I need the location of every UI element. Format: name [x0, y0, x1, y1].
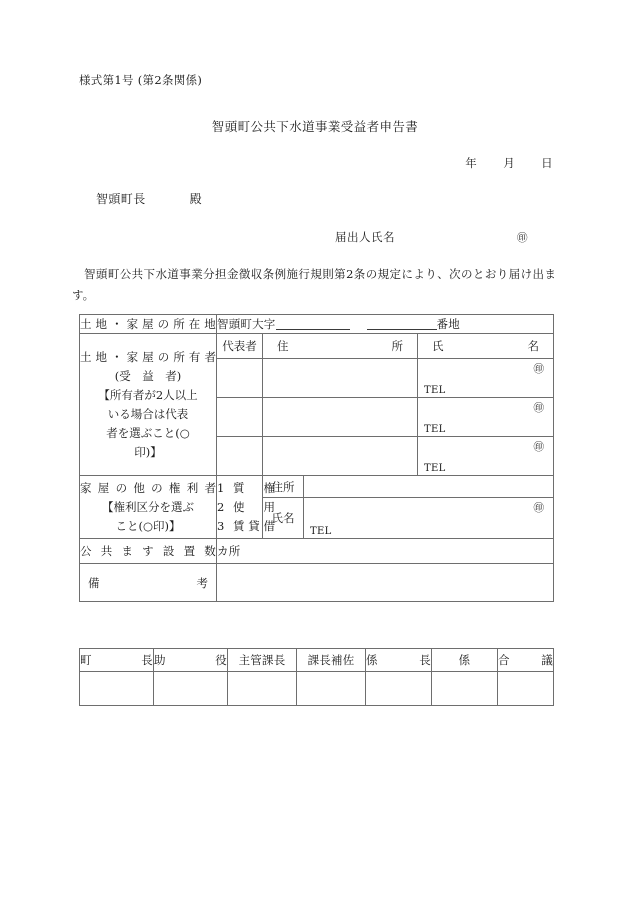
location-prefix: 智頭町大字 [217, 317, 276, 331]
masu-value-cell[interactable] [217, 539, 554, 564]
document-title: 智頭町公共下水道事業受益者申告書 [211, 119, 419, 134]
submitter-line [335, 229, 528, 245]
approval-header-section-chief: 主管課長 [228, 649, 297, 672]
rights-label-cell [80, 476, 217, 539]
owner-header-name-right: 名 [527, 339, 540, 353]
date-month-label: 月 [503, 156, 516, 170]
owner-name-cell-3[interactable] [418, 437, 554, 476]
approval-header-mayor: 町長 [80, 649, 154, 672]
rights-option-3-num: 3 [217, 518, 225, 533]
owner-tel-label-2: TEL [424, 424, 446, 435]
approval-header-consultation: 合議 [498, 649, 554, 672]
owner-header-address-right: 所 [391, 339, 403, 353]
owner-label-line4: いる場合は代表 [107, 406, 189, 421]
rights-label-line1: 家屋の他の権利者 [80, 480, 216, 495]
addressee-honorific: 殿 [189, 192, 203, 206]
owner-tel-label-1: TEL [424, 385, 446, 396]
table-row-remarks [80, 564, 554, 602]
approval-header-group-leader: 係長 [366, 649, 432, 672]
submitter-label: 届出人氏名 [335, 230, 395, 244]
owner-label-line2: (受 益 者) [114, 368, 182, 383]
seal-icon: ㊞ [533, 441, 545, 453]
owner-header-representative: 代表者 [217, 334, 263, 359]
approval-header-deputy: 助役 [154, 649, 228, 672]
addressee-name: 智頭町長 [96, 192, 146, 206]
intro-paragraph: 智頭町公共下水道事業分担金徴収条例施行規則第2条の規定により、次のとおり届け出ます。 [72, 267, 556, 302]
rights-option-3-text: 賃貸借 [233, 518, 275, 533]
rights-option-3[interactable] [217, 517, 275, 536]
seal-icon: ㊞ [533, 402, 545, 414]
table-row-masu [80, 539, 554, 564]
approval-stamp-assistant-chief[interactable] [297, 672, 366, 706]
rights-address-label: 住所 [263, 476, 304, 498]
approval-stamp-deputy[interactable] [154, 672, 228, 706]
remarks-label-left: 備 [88, 575, 100, 590]
approval-stamp-group-leader[interactable] [366, 672, 432, 706]
seal-icon: ㊞ [517, 232, 528, 244]
location-label: 土地・家屋の所在地 [80, 315, 217, 334]
owner-address-2[interactable] [263, 398, 418, 437]
owner-label-line3: 【所有者が2人以上 [98, 387, 198, 402]
owner-header-address [263, 334, 418, 359]
owner-tel-label-3: TEL [424, 463, 446, 474]
owner-address-1[interactable] [263, 359, 418, 398]
addressee-line [96, 190, 202, 207]
owner-label-line1: 土地・家屋の所有者 [80, 349, 216, 364]
location-blank-2[interactable] [367, 317, 437, 330]
approval-stamp-consultation[interactable] [498, 672, 554, 706]
date-day-label: 日 [541, 156, 553, 170]
table-row-approval-header [80, 649, 554, 672]
location-suffix: 番地 [436, 317, 460, 331]
table-row-rights-address [80, 476, 554, 498]
approval-header-staff: 係 [432, 649, 498, 672]
declaration-table [79, 314, 554, 602]
owner-address-3[interactable] [263, 437, 418, 476]
location-blank-1[interactable] [276, 317, 350, 330]
seal-icon: ㊞ [533, 363, 545, 375]
rights-option-2[interactable] [217, 498, 275, 517]
rights-tel-label: TEL [310, 526, 332, 537]
date-line [465, 155, 553, 171]
rights-option-1-num: 1 [217, 480, 225, 495]
approval-stamp-section-chief[interactable] [228, 672, 297, 706]
owner-header-address-left: 住 [277, 339, 289, 353]
table-row-owner-header [80, 334, 554, 359]
masu-unit: カ所 [217, 544, 241, 558]
owner-representative-1[interactable] [217, 359, 263, 398]
location-value-cell[interactable] [217, 315, 554, 334]
owner-label-line5: 者を選ぶこと(○ [106, 425, 190, 440]
rights-address-value[interactable] [304, 476, 554, 498]
date-year-label: 年 [465, 156, 478, 170]
owner-header-name [418, 334, 554, 359]
owner-representative-3[interactable] [217, 437, 263, 476]
approval-header-assistant-chief: 課長補佐 [297, 649, 366, 672]
rights-options-cell[interactable] [217, 476, 275, 539]
owner-name-cell-2[interactable] [418, 398, 554, 437]
approval-stamp-table [79, 648, 554, 706]
table-row-location [80, 315, 554, 334]
rights-option-2-text: 使用 [233, 499, 275, 514]
rights-option-2-num: 2 [217, 499, 225, 514]
remarks-value[interactable] [217, 564, 554, 602]
rights-label-line3: こと(○印)】 [115, 518, 181, 533]
owner-label-cell [80, 334, 217, 476]
rights-option-1[interactable] [217, 479, 275, 498]
rights-name-label: 氏名 [263, 498, 304, 539]
rights-name-value-cell[interactable] [304, 498, 554, 539]
approval-stamp-mayor[interactable] [80, 672, 154, 706]
owner-representative-2[interactable] [217, 398, 263, 437]
form-number: 様式第1号 (第2条関係) [79, 73, 203, 87]
remarks-label-cell [80, 564, 217, 602]
remarks-label-right: 考 [196, 575, 208, 590]
table-row-approval-stamps [80, 672, 554, 706]
masu-label: 公共ます設置数 [80, 539, 217, 564]
owner-header-name-left: 氏 [432, 339, 444, 353]
seal-icon: ㊞ [533, 502, 545, 514]
rights-option-1-text: 質権 [233, 480, 275, 495]
owner-name-cell-1[interactable] [418, 359, 554, 398]
owner-label-line6: 印)】 [134, 444, 162, 459]
approval-stamp-staff[interactable] [432, 672, 498, 706]
rights-label-line2: 【権利区分を選ぶ [102, 499, 194, 514]
